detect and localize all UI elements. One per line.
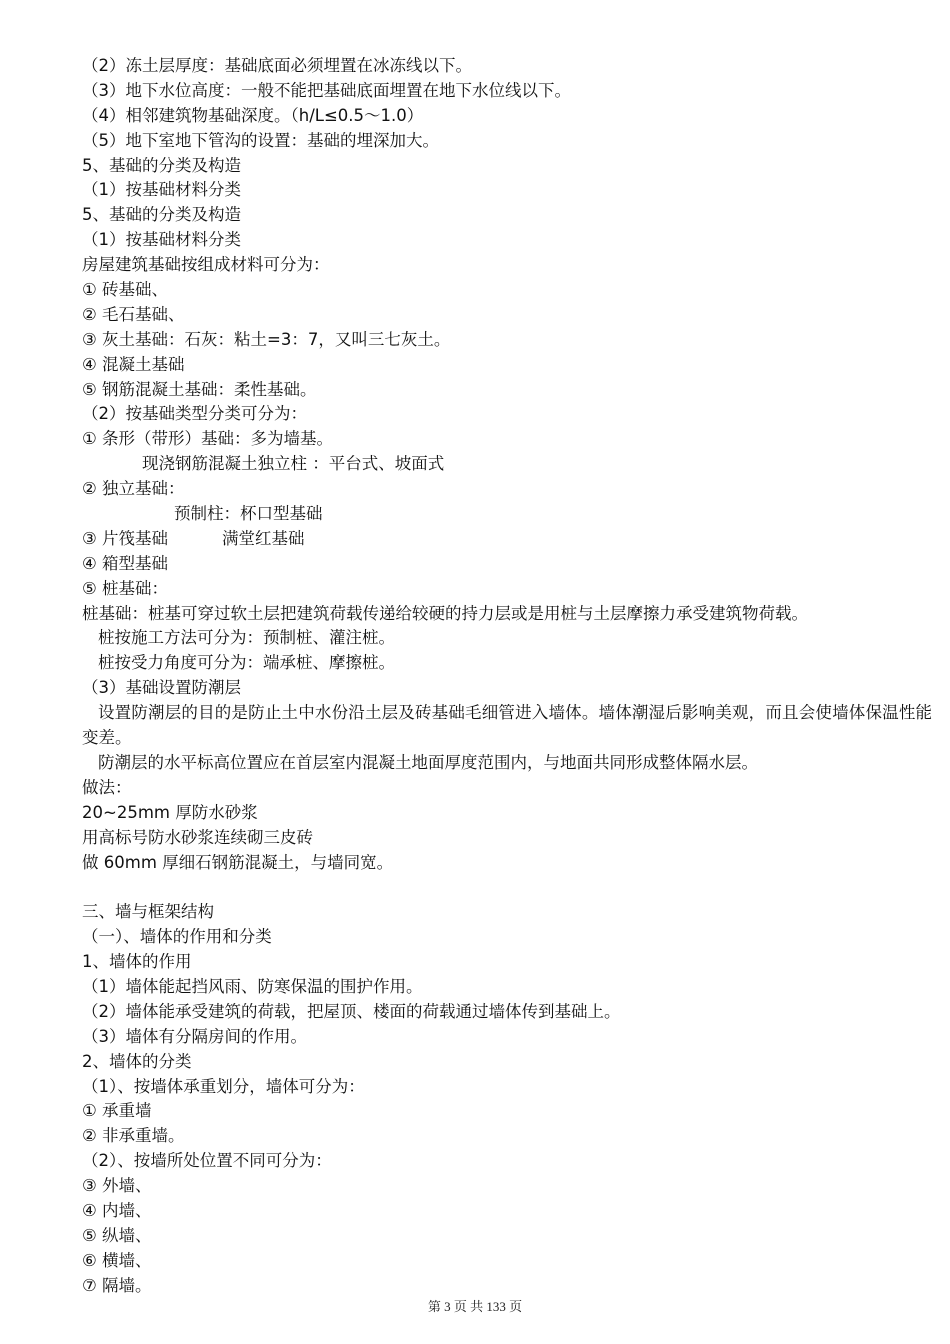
page-number-footer: 第 3 页 共 133 页 bbox=[427, 1299, 523, 1314]
list-item: ① 承重墙 bbox=[82, 1101, 152, 1121]
subsection-heading: （3）基础设置防潮层 bbox=[82, 678, 241, 698]
subsection-heading: （2）、按墙所处位置不同可分为： bbox=[82, 1151, 332, 1171]
list-item: ③ 灰土基础：石灰：粘土=3：7，又叫三七灰土。 bbox=[82, 329, 451, 349]
text-line: 房屋建筑基础按组成材料可分为： bbox=[82, 255, 330, 275]
list-item: ⑤ 钢筋混凝土基础：柔性基础。 bbox=[82, 379, 317, 399]
document-body bbox=[82, 54, 932, 1299]
text-line: （4）相邻建筑物基础深度。（h/L≤0.5～1.0） bbox=[82, 105, 424, 125]
subsection-heading: （1）按基础材料分类 bbox=[82, 180, 241, 200]
text-line: （5）地下室地下管沟的设置：基础的埋深加大。 bbox=[82, 130, 439, 150]
list-item: ④ 混凝土基础 bbox=[82, 354, 185, 374]
list-item: ⑦ 隔墙。 bbox=[82, 1275, 152, 1295]
bracket-note: 预制柱：杯口型基础 bbox=[174, 504, 323, 524]
subsection-heading: （1）、按墙体承重划分，墙体可分为： bbox=[82, 1076, 365, 1096]
section-heading: 5、基础的分类及构造 bbox=[82, 155, 241, 175]
list-item: ④ 内墙、 bbox=[82, 1201, 152, 1220]
list-item bbox=[82, 527, 932, 552]
text-line: 桩按施工方法可分为：预制桩、灌注桩。 bbox=[98, 628, 395, 648]
chapter-heading: 三、墙与框架结构 bbox=[82, 902, 214, 922]
text-line: 20~25mm 厚防水砂浆 bbox=[82, 802, 258, 822]
text-line: 做 60mm 厚细石钢筋混凝土，与墙同宽。 bbox=[82, 852, 394, 872]
text-line: 做法： bbox=[82, 777, 132, 797]
subsection-heading: （2）按基础类型分类可分为： bbox=[82, 404, 307, 424]
subsection-heading: （1）按基础材料分类 bbox=[82, 230, 241, 250]
subsection-heading: （一）、墙体的作用和分类 bbox=[82, 927, 272, 947]
list-item: ② 独立基础： bbox=[82, 479, 185, 499]
list-item-note: 满堂红基础 bbox=[222, 528, 305, 548]
text-line: 用高标号防水砂浆连续砌三皮砖 bbox=[82, 827, 313, 847]
list-item: ⑥ 横墙、 bbox=[82, 1250, 152, 1270]
section-heading: 5、基础的分类及构造 bbox=[82, 205, 241, 225]
list-item: ② 非承重墙。 bbox=[82, 1126, 185, 1146]
text-line: （3）地下水位高度：一般不能把基础底面埋置在地下水位线以下。 bbox=[82, 80, 571, 100]
paragraph: 防潮层的水平标高位置应在首层室内混凝土地面厚度范围内，与地面共同形成整体隔水层。 bbox=[98, 752, 758, 772]
section-heading: 1、墙体的作用 bbox=[82, 952, 192, 972]
list-item-label: ③ 片筏基础 bbox=[82, 528, 169, 548]
section-heading: 2、墙体的分类 bbox=[82, 1051, 192, 1071]
list-item: ③ 外墙、 bbox=[82, 1176, 152, 1196]
bracket-note: 现浇钢筋混凝土独立柱 ：平台式、坡面式 bbox=[142, 454, 445, 474]
list-item: ⑤ 纵墙、 bbox=[82, 1225, 152, 1245]
text-line: 桩基础：桩基可穿过软土层把建筑荷载传递给较硬的持力层或是用桩与土层摩擦力承受建筑物荷载。 bbox=[82, 603, 808, 623]
list-item: ① 条形（带形）基础：多为墙基。 bbox=[82, 429, 334, 449]
text-line: （2）墙体能承受建筑的荷载，把屋顶、楼面的荷载通过墙体传到基础上。 bbox=[82, 1001, 621, 1021]
text-line: （3）墙体有分隔房间的作用。 bbox=[82, 1026, 307, 1046]
blank-line bbox=[82, 875, 932, 900]
list-item: ② 毛石基础、 bbox=[82, 304, 185, 324]
list-item: ④ 箱型基础 bbox=[82, 553, 169, 573]
list-item: ① 砖基础、 bbox=[82, 280, 169, 300]
list-item: ⑤ 桩基础： bbox=[82, 578, 169, 598]
text-line: （2）冻土层厚度：基础底面必须埋置在冰冻线以下。 bbox=[82, 56, 472, 75]
text-line: （1）墙体能起挡风雨、防寒保温的围护作用。 bbox=[82, 976, 423, 996]
paragraph: 设置防潮层的目的是防止土中水份沿土层及砖基础毛细管进入墙体。墙体潮湿后影响美观，而且会使墙体保温性能变差。 bbox=[82, 703, 932, 748]
text-line: 桩按受力角度可分为：端承桩、摩擦桩。 bbox=[98, 653, 395, 673]
